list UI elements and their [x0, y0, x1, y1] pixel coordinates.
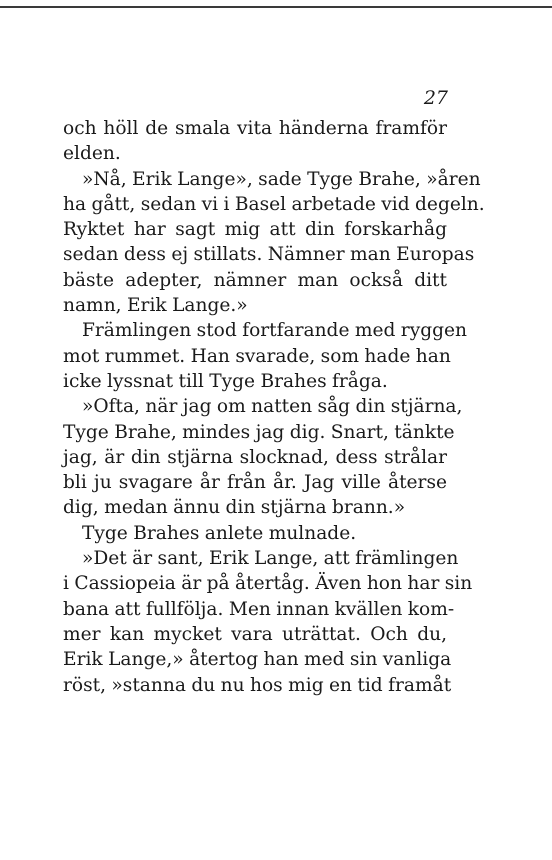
text-line: i Cassiopeia är på återtåg. Även hon har sin [63, 573, 473, 595]
text-line: Ryktet har sagt mig att din forskarhåg [63, 219, 447, 241]
top-rule [0, 6, 552, 8]
text-line: Tyge Brahe, mindes jag dig. Snart, tänkte [63, 421, 455, 443]
text-line: bana att fullfölja. Men innan kvällen kom- [63, 598, 455, 620]
text-line: Erik Lange,» återtog han med sin vanliga [63, 649, 452, 671]
text-line: röst, »stanna du nu hos mig en tid framåt [63, 674, 452, 696]
text-line: elden. [63, 143, 121, 165]
text-line: »Ofta, när jag om natten såg din stjärna, [82, 396, 463, 418]
body-text [63, 116, 485, 698]
text-line: ha gått, sedan vi i Basel arbetade vid degeln. [63, 193, 485, 215]
text-line: Främlingen stod fortfarande med ryggen [82, 320, 467, 342]
text-line: bäste adepter, nämner man också ditt [63, 269, 447, 291]
text-line: mer kan mycket vara uträttat. Och du, [63, 623, 447, 645]
text-line: och höll de smala vita händerna framför [63, 118, 447, 139]
text-line: bli ju svagare år från år. Jag ville återse [63, 472, 447, 494]
text-line: sedan dess ej stillats. Nämner man Europas [63, 244, 475, 266]
text-line: mot rummet. Han svarade, som hade han [63, 345, 451, 367]
text-line: dig, medan ännu din stjärna brann.» [63, 497, 406, 519]
text-line: Tyge Brahes anlete mulnade. [82, 522, 357, 544]
text-line: jag, är din stjärna slocknad, dess strålar [63, 446, 447, 468]
text-line: »Nå, Erik Lange», sade Tyge Brahe, »åren [82, 168, 481, 190]
text-line: namn, Erik Lange.» [63, 295, 248, 317]
text-line: »Det är sant, Erik Lange, att främlingen [82, 548, 459, 570]
page-number: 27 [423, 87, 448, 109]
text-line: icke lyssnat till Tyge Brahes fråga. [63, 370, 388, 392]
